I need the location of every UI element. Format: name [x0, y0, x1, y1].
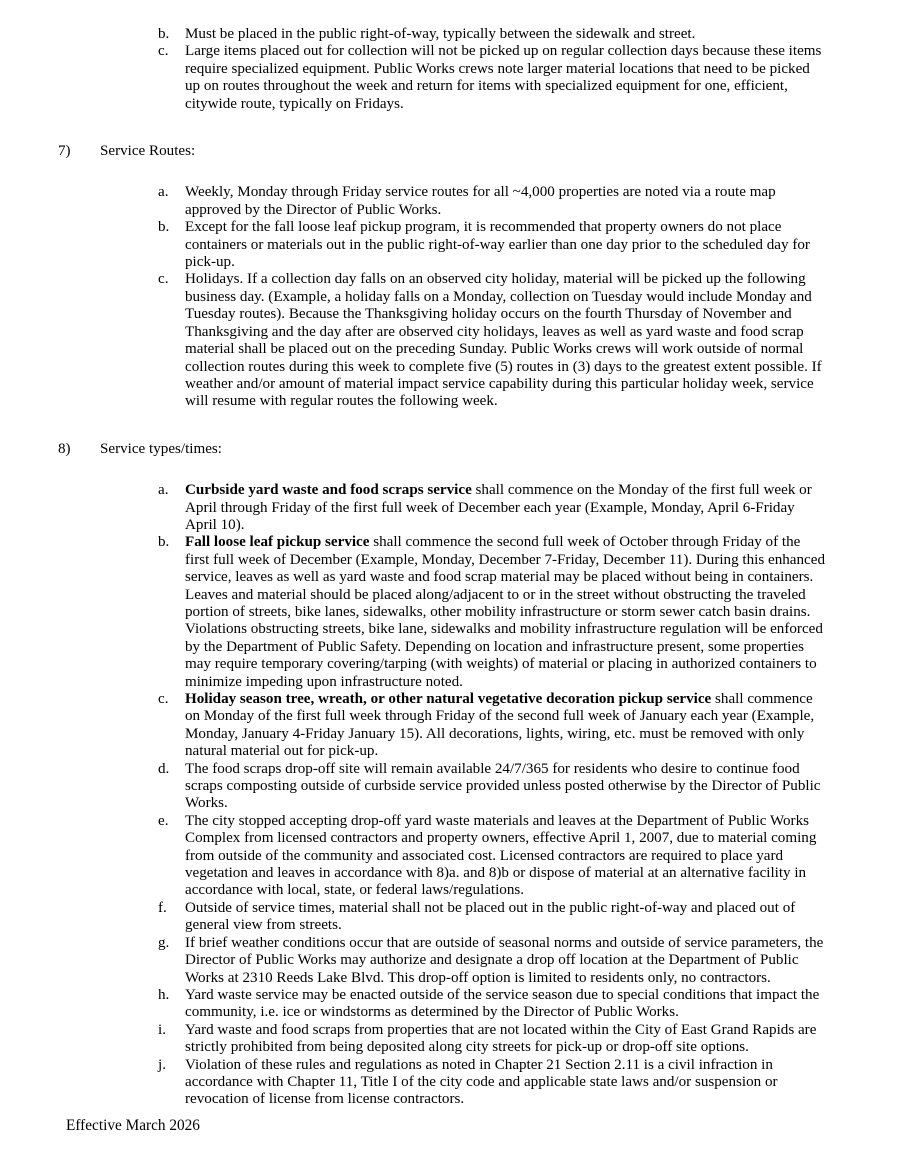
list-item-text: Outside of service times, material shall not be placed out in the public right-of-way and placed out of general view from streets. [185, 899, 796, 934]
list-item-marker: h. [158, 986, 170, 1003]
list-item-marker: f. [158, 899, 167, 916]
list-item-text: Holidays. If a collection day falls on an observed city holiday, material will be picked up the following business day. (Example, a holiday falls on a Monday, collection on Tuesday would include Monday and Tuesday routes). Because the Thanksgiving holiday occurs on the fourth Thursday of November and Thanksgiving and the day after are observed city holidays, leaves as well as yard waste and food scrap material shall be placed out on the preceding Sunday. Public Works crews will work outside of normal collection routes during this week to complete five (5) routes in (3) days to the greatest extent possible. If weather and/or amount of material impact service capability during this particular holiday week, service will resume with regular routes the following week. [185, 271, 822, 410]
list-item [58, 761, 825, 813]
list-item [58, 1022, 825, 1057]
list-item-text: Except for the fall loose leaf pickup program, it is recommended that property owners do not place containers or materials out in the public right-of-way earlier than one day prior to the scheduled day for pick-up. [185, 219, 810, 271]
list-item [58, 1057, 825, 1109]
list-item-marker: c. [158, 271, 169, 288]
list-item-text: Yard waste and food scraps from properties that are not located within the City of East Grand Rapids are strictly prohibited from being deposited along city streets for pick-up or drop-off site options. [185, 1021, 817, 1056]
list-item-text: The city stopped accepting drop-off yard waste materials and leaves at the Department of Public Works Complex from licensed contractors and property owners, effective April 1, 2007, due to material coming from outside of the community and associated cost. Licensed contractors are required to place yard vegetation and leaves in accordance with 8)a. and 8)b or dispose of material at an alternative facility in accordance with local, state, or federal laws/regulations. [185, 812, 817, 899]
list-item [58, 482, 825, 534]
section-marker: 7) [58, 143, 71, 160]
list-item-body: shall commence on the Monday of the first full week or April through Friday of the first full week of December each year (Example, Monday, April 6-Friday April 10). [185, 482, 812, 533]
list-item [58, 534, 825, 691]
list-item-text: Large items placed out for collection will not be picked up on regular collection days because these items require specialized equipment. Public Works crews note larger material locations that need to be picked up on routes throughout the week and return for items with specialized equipment for one, efficient, citywide route, typically on Fridays. [185, 43, 822, 112]
list-item-marker: a. [158, 482, 169, 499]
list-item-text: Yard waste service may be enacted outside of the service season due to special conditions that impact the community, i.e. ice or windstorms as determined by the Director of Public Works. [185, 986, 820, 1021]
list-item [58, 935, 825, 987]
service-routes-section [58, 143, 825, 411]
list-item-text: The food scraps drop-off site will remain available 24/7/365 for residents who desire to continue food scraps composting outside of curbside service provided unless posted otherwise by the Director of Public Works. [185, 760, 821, 812]
list-item-text: Weekly, Monday through Friday service routes for all ~4,000 properties are noted via a route map approved by the Director of Public Works. [185, 184, 776, 218]
list-item-lead: Holiday season tree, wreath, or other natural vegetative decoration pickup service [185, 691, 712, 707]
list-item-marker: b. [158, 534, 170, 551]
section-heading-text: Service Routes: [100, 143, 196, 160]
list-item [58, 813, 825, 900]
heading-spacer [58, 160, 825, 184]
list-item-marker: b. [158, 26, 170, 42]
list-item-text: If brief weather conditions occur that are outside of seasonal norms and outside of service parameters, the Director of Public Works may authorize and designate a drop off location at the Department of Public Works at 2310 Reeds Lake Blvd. This drop-off option is limited to residents only, no contractors. [185, 934, 824, 986]
list-item-body: shall commence on Monday of the first full week through Friday of the second full week of January each year (Example, Monday, January 4-Friday January 15). All decorations, lights, wiring, etc. must be removed with only natural material out for pick-up. [185, 691, 815, 760]
list-item [58, 987, 825, 1022]
list-item [58, 691, 825, 761]
section-marker: 8) [58, 440, 71, 457]
section-spacer [58, 113, 825, 143]
list-item [58, 900, 825, 935]
list-item [58, 184, 825, 219]
list-item [58, 43, 825, 113]
heading-spacer [58, 458, 825, 482]
list-item-text [185, 691, 825, 761]
list-item-marker: i. [158, 1021, 166, 1038]
section-heading-text: Service types/times: [100, 440, 222, 457]
list-item-marker: j. [158, 1056, 166, 1073]
list-item [58, 219, 825, 271]
list-item-text: Violation of these rules and regulations as noted in Chapter 21 Section 2.11 is a civil infraction in accordance with Chapter 11, Title I of the city code and applicable state laws and/or suspension or revocation of license from license contractors. [185, 1056, 778, 1108]
list-item-marker: d. [158, 760, 170, 777]
list-item-body: shall commence the second full week of October through Friday of the first full week of December (Example, Monday, December 7-Friday, December 11). During this enhanced service, leaves as well as yard waste and food scrap material may be placed without being in containers. Leaves and material should be placed along/adjacent to or in the street without obstructing the traveled portion of streets, bike lanes, sidewalks, other mobility infrastructure or storm sewer catch basin drains. Violations obstructing streets, bike lane, sidewalks and mobility infrastructure regulation will be enforced by the Department of Public Safety. Depending on location and infrastructure present, some properties may require temporary covering/tarping (with weights) of material or placing in authorized containers to minimize impeding upon infrastructure noted. [185, 534, 825, 690]
list-item-lead: Curbside yard waste and food scraps service [185, 482, 472, 499]
service-types-times-section [58, 441, 825, 1109]
list-item-marker: a. [158, 184, 169, 201]
list-item-marker: b. [158, 219, 170, 236]
list-item-text: Must be placed in the public right-of-way, typically between the sidewalk and street. [185, 26, 696, 42]
section-heading [58, 441, 825, 458]
section-spacer [58, 411, 825, 441]
service-routes-items [58, 184, 825, 410]
section-heading [58, 143, 825, 160]
list-item-text [185, 482, 825, 534]
list-item-lead: Fall loose leaf pickup service [185, 534, 370, 551]
service-types-items [58, 482, 825, 1109]
list-item-marker: e. [158, 812, 169, 829]
list-item-marker: c. [158, 43, 169, 60]
continued-list-from-previous-page [58, 26, 825, 113]
list-item-marker: c. [158, 691, 169, 707]
list-item-text [185, 534, 825, 691]
list-item [58, 271, 825, 410]
list-item [58, 26, 825, 43]
page-footer: Effective March 2026 [66, 1117, 200, 1134]
list-item-marker: g. [158, 934, 170, 951]
